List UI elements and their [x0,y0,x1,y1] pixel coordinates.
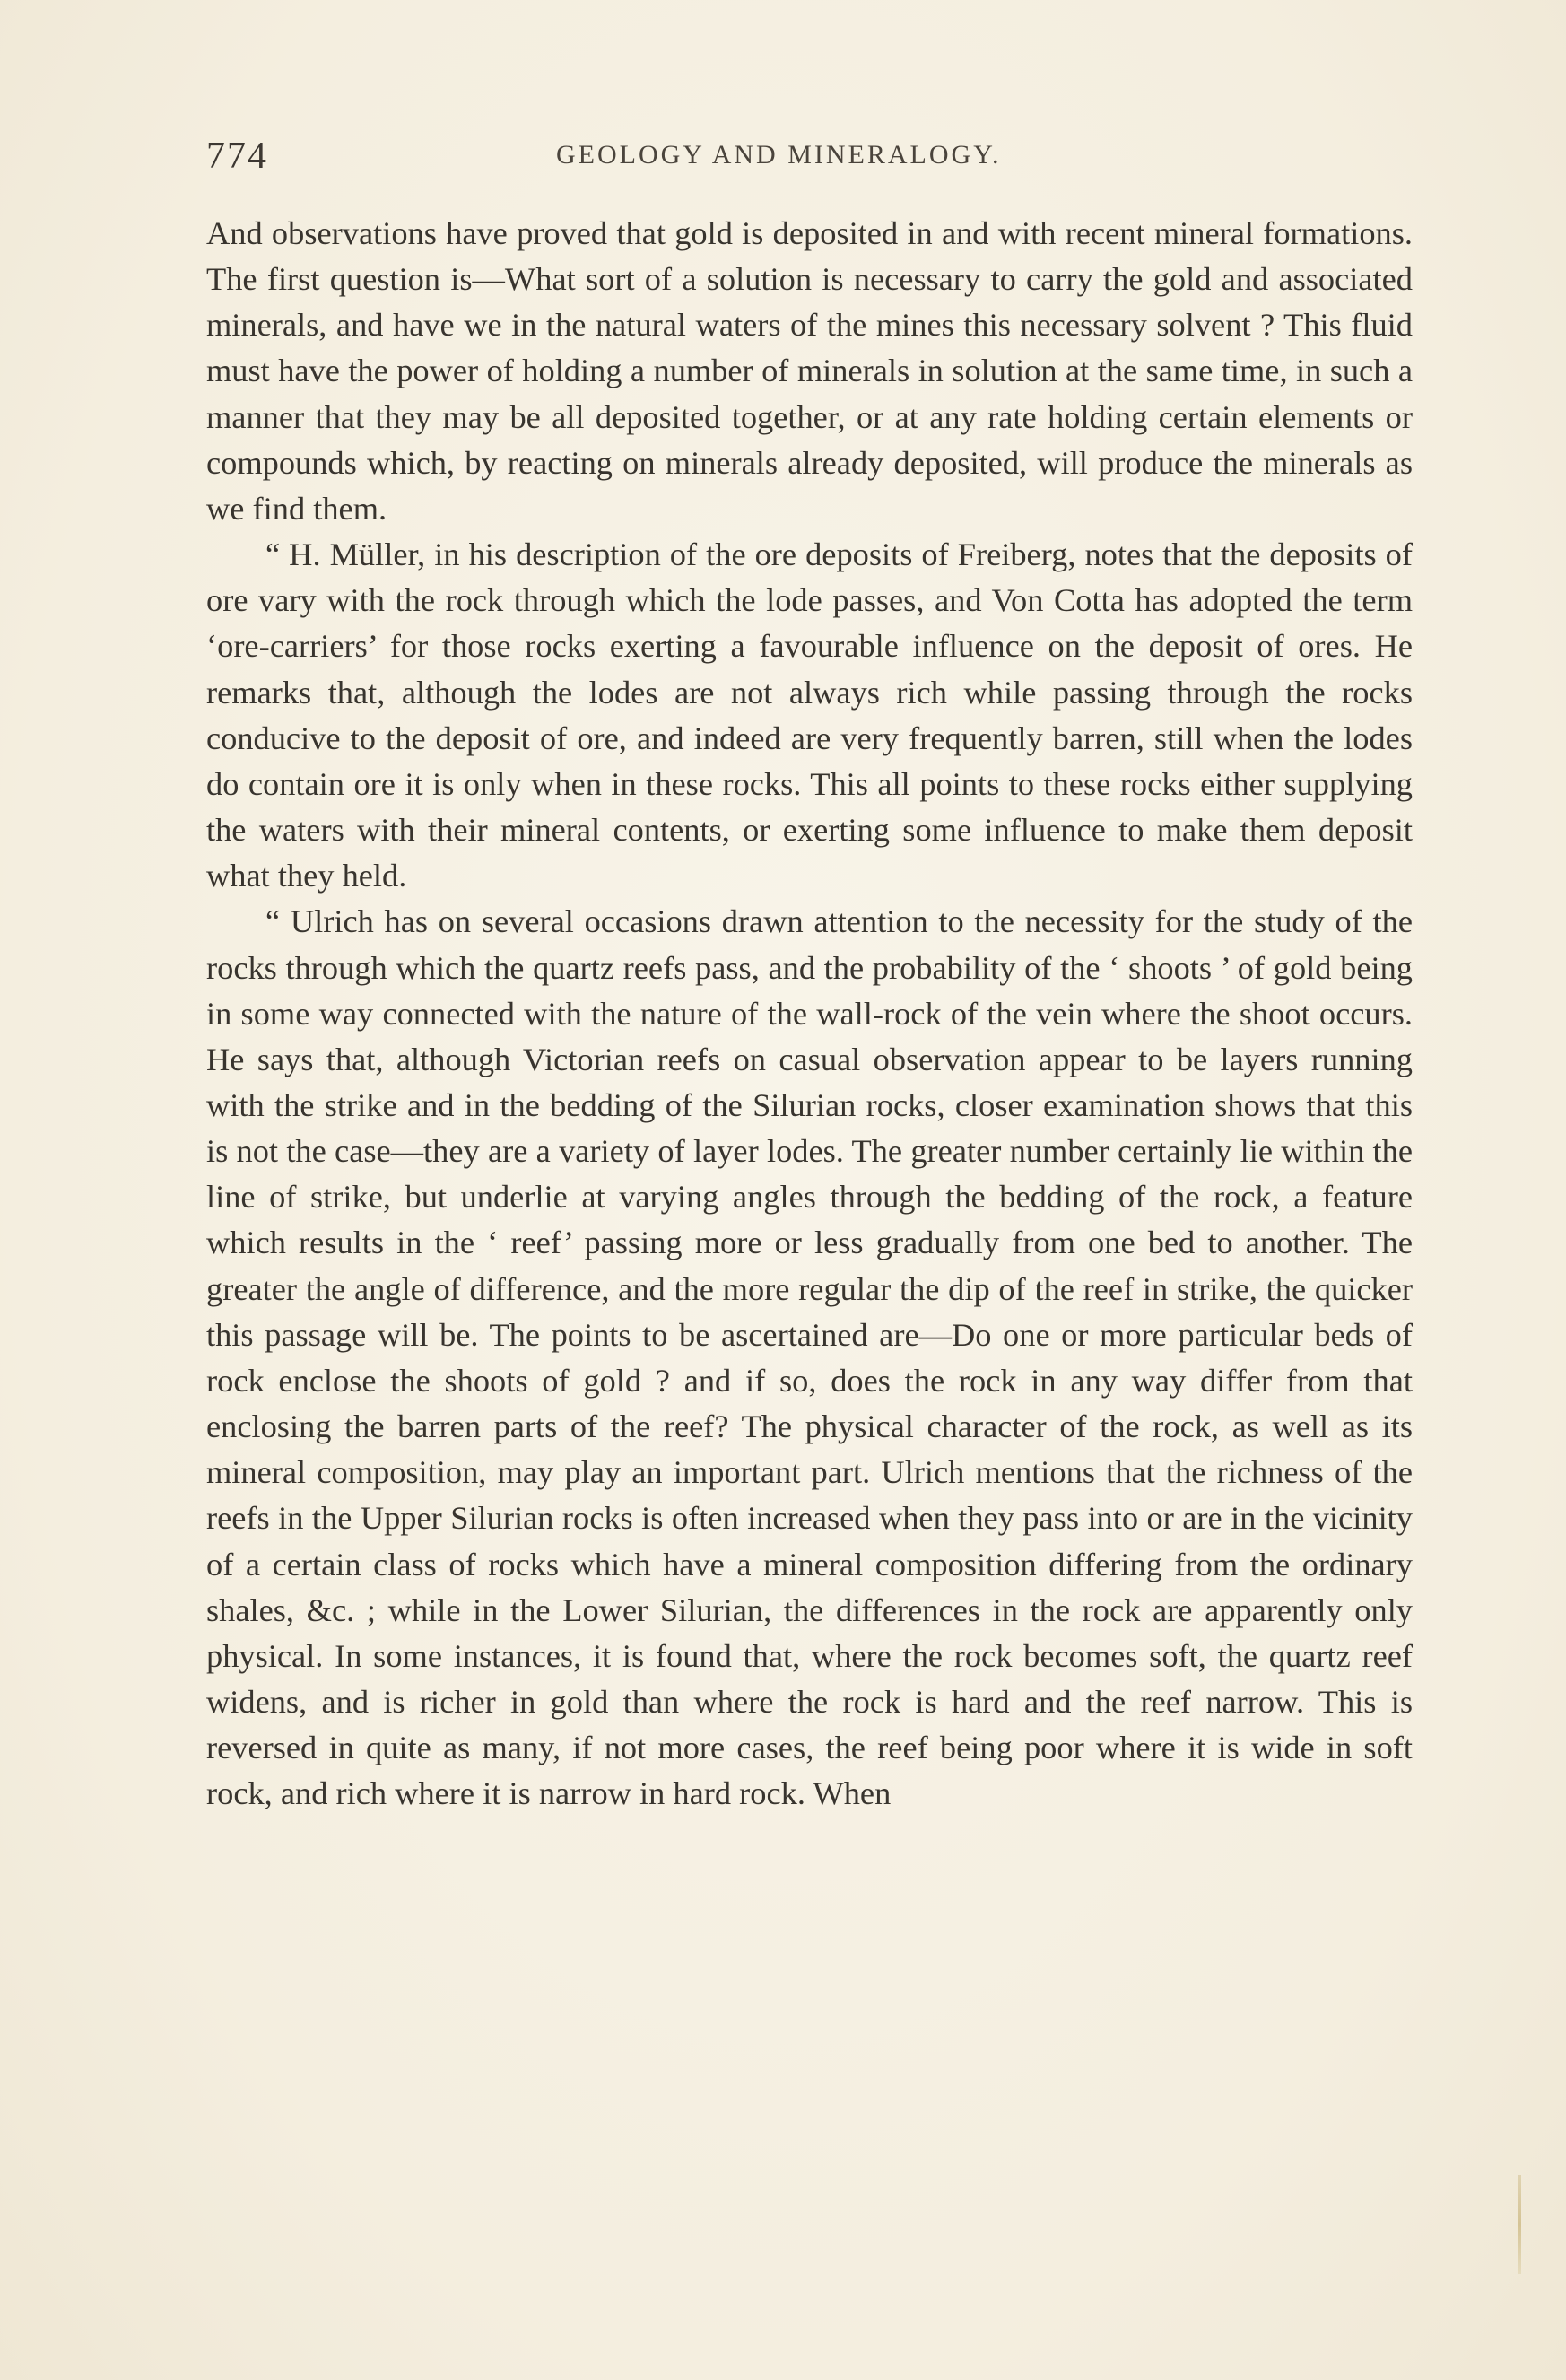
paragraph-3: “ Ulrich has on several occasions drawn attention to the necessity for the study of the rocks through which the quartz reefs pass, and the probability of the ‘ shoots ’ of gold being in some way connected with the nature of the wall-rock of the vein where the shoot occurs. He says that, although Victorian reefs on casual observation appear to be layers running with the strike and in the bedding of the Silurian rocks, closer examination shows that this is not the case—they are a variety of layer lodes. The greater number certainly lie within the line of strike, but underlie at varying angles through the bedding of the rock, a feature which results in the ‘ reef’ passing more or less gradually from one bed to another. The greater the angle of difference, and the more regular the dip of the reef in strike, the quicker this passage will be. The points to be ascertained are—Do one or more particular beds of rock enclose the shoots of gold ? and if so, does the rock in any way differ from that enclosing the barren parts of the reef? The physical character of the rock, as well as its mineral composition, may play an important part. Ulrich mentions that the richness of the reefs in the Upper Silurian rocks is often increased when they pass into or are in the vicinity of a certain class of rocks which have a mineral composition differing from the ordinary shales, &c. ; while in the Lower Silurian, the differences in the rock are apparently only physical. In some instances, it is found that, where the rock becomes soft, the quartz reef widens, and is richer in gold than where the rock is hard and the reef narrow. This is reversed in quite as many, if not more cases, the reef being poor where it is wide in soft rock, and rich where it is narrow in hard rock. When [206,903,1413,1812]
running-title: GEOLOGY AND MINERALOGY. [556,140,1002,170]
paragraph-1: And observations have proved that gold is deposited in and with recent mineral formations. The first question is—What sort of a solution is necessary to carry the gold and associated minerals, and have we in the natural waters of the mines this necessary solvent ? This fluid must have the power of holding a number of minerals in solution at the same time, in such a manner that they may be all deposited together, or at any rate holding certain elements or compounds which, by reacting on minerals already deposited, will produce the minerals as we find them. [206,215,1413,527]
page-edge-mark [1518,2175,1521,2274]
page-header [206,135,1413,188]
page-number: 774 [206,135,268,177]
body-text [206,211,1413,1817]
paragraph-2: “ H. Müller, in his description of the ore deposits of Freiberg, notes that the deposits of ore vary with the rock through which the lode passes, and Von Cotta has adopted the term ‘ore-carriers’ for those rocks exerting a favourable influence on the deposit of ores. He remarks that, although the lodes are not always rich while passing through the rocks conducive to the deposit of ore, and indeed are very frequently barren, still when the lodes do contain ore it is only when in these rocks. This all points to these rocks either supplying the waters with their mineral contents, or exerting some influence to make them deposit what they held. [206,536,1413,894]
